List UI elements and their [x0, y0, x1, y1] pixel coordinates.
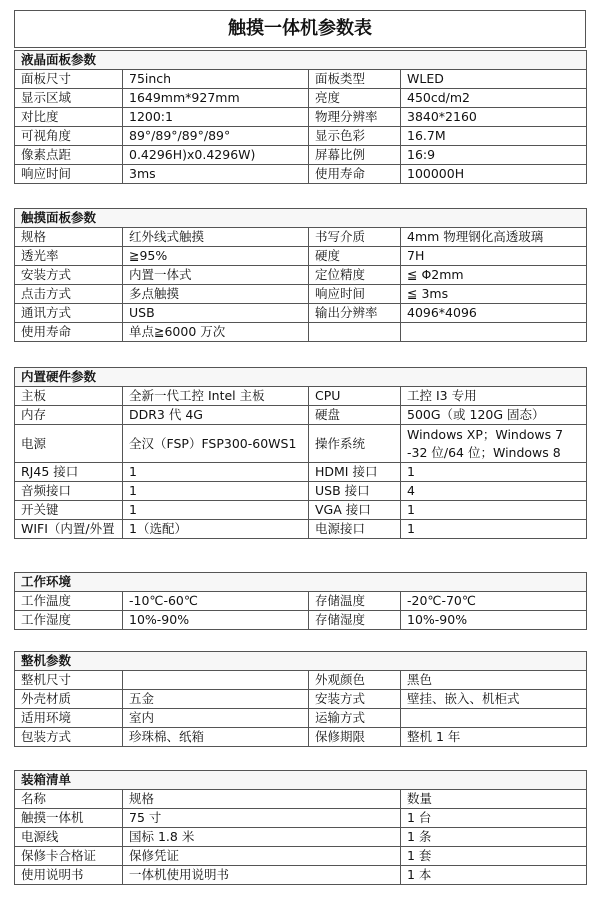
- param-label: 存储湿度: [309, 611, 401, 630]
- packing-list-table: [14, 770, 587, 885]
- section-title: 液晶面板参数: [15, 51, 587, 70]
- param-label: 使用说明书: [15, 866, 123, 885]
- param-label: 名称: [15, 790, 123, 809]
- param-label: 安装方式: [15, 266, 123, 285]
- param-value: Windows XP；Windows 7 -32 位/64 位；Windows 8: [401, 425, 587, 463]
- param-value: 500G（或 120G 固态）: [401, 406, 587, 425]
- param-label: 硬度: [309, 247, 401, 266]
- table-row: [15, 70, 587, 89]
- param-value: 整机 1 年: [401, 728, 587, 747]
- table-row: [15, 323, 587, 342]
- param-value: 89°/89°/89°/89°: [123, 127, 309, 146]
- table-row: [15, 387, 587, 406]
- table-row: [15, 866, 587, 885]
- param-value: 1: [123, 482, 309, 501]
- param-value: 规格: [123, 790, 401, 809]
- table-body: [15, 228, 587, 342]
- param-label: 硬盘: [309, 406, 401, 425]
- param-label: 触摸一体机: [15, 809, 123, 828]
- param-label: 包装方式: [15, 728, 123, 747]
- param-value: 全新一代工控 Intel 主板: [123, 387, 309, 406]
- param-value: 10%-90%: [123, 611, 309, 630]
- param-value: 4mm 物理钢化高透玻璃: [401, 228, 587, 247]
- section-title: 内置硬件参数: [15, 368, 587, 387]
- param-label: 像素点距: [15, 146, 123, 165]
- table-row: [15, 828, 587, 847]
- param-value: 16.7M: [401, 127, 587, 146]
- param-label: 外壳材质: [15, 690, 123, 709]
- section-title: 装箱清单: [15, 771, 587, 790]
- section-header: [15, 652, 587, 671]
- param-label: 亮度: [309, 89, 401, 108]
- param-label: 使用寿命: [309, 165, 401, 184]
- param-value: 1: [401, 463, 587, 482]
- param-value: WLED: [401, 70, 587, 89]
- param-label: 保修卡合格证: [15, 847, 123, 866]
- param-value: 一体机使用说明书: [123, 866, 401, 885]
- param-label: 存储温度: [309, 592, 401, 611]
- param-value: ≦ 3ms: [401, 285, 587, 304]
- param-label: RJ45 接口: [15, 463, 123, 482]
- table-row: [15, 690, 587, 709]
- param-value: 3ms: [123, 165, 309, 184]
- table-row: [15, 266, 587, 285]
- section-title: 工作环境: [15, 573, 587, 592]
- param-value: DDR3 代 4G: [123, 406, 309, 425]
- param-value: 100000H: [401, 165, 587, 184]
- param-label: VGA 接口: [309, 501, 401, 520]
- param-label: 响应时间: [15, 165, 123, 184]
- param-value: 全汉（FSP）FSP300-60WS1: [123, 425, 309, 463]
- param-label: 透光率: [15, 247, 123, 266]
- param-value: 1: [123, 501, 309, 520]
- table-row: [15, 247, 587, 266]
- table-row: [15, 847, 587, 866]
- table-row: [15, 127, 587, 146]
- param-value: 1 套: [401, 847, 587, 866]
- param-label: WIFI（内置/外置: [15, 520, 123, 539]
- param-value: 工控 I3 专用: [401, 387, 587, 406]
- table-row: [15, 425, 587, 463]
- param-label: 显示色彩: [309, 127, 401, 146]
- param-value: 保修凭证: [123, 847, 401, 866]
- section-header: [15, 209, 587, 228]
- table-row: [15, 728, 587, 747]
- table-row: [15, 482, 587, 501]
- param-value: 450cd/m2: [401, 89, 587, 108]
- param-value: 4096*4096: [401, 304, 587, 323]
- param-value: 数量: [401, 790, 587, 809]
- param-label: 电源接口: [309, 520, 401, 539]
- param-value: 黑色: [401, 671, 587, 690]
- param-label: 安装方式: [309, 690, 401, 709]
- param-label: 音频接口: [15, 482, 123, 501]
- page-title: 触摸一体机参数表: [14, 10, 586, 48]
- table-row: [15, 671, 587, 690]
- param-value: 75 寸: [123, 809, 401, 828]
- param-label: 响应时间: [309, 285, 401, 304]
- table-body: [15, 592, 587, 630]
- environment-table: [14, 572, 587, 630]
- param-label: 内存: [15, 406, 123, 425]
- param-value: 75inch: [123, 70, 309, 89]
- param-label: 点击方式: [15, 285, 123, 304]
- table-row: [15, 592, 587, 611]
- table-row: [15, 463, 587, 482]
- table-row: [15, 611, 587, 630]
- table-body: [15, 70, 587, 184]
- param-value: 1: [123, 463, 309, 482]
- param-label: 电源: [15, 425, 123, 463]
- param-label: 使用寿命: [15, 323, 123, 342]
- param-value: 3840*2160: [401, 108, 587, 127]
- param-label: 保修期限: [309, 728, 401, 747]
- hardware-table: [14, 367, 587, 539]
- param-value: 16:9: [401, 146, 587, 165]
- param-label: CPU: [309, 387, 401, 406]
- table-row: [15, 165, 587, 184]
- param-label: 书写介质: [309, 228, 401, 247]
- table-row: [15, 501, 587, 520]
- table-row: [15, 108, 587, 127]
- table-row: [15, 520, 587, 539]
- param-label: 外观颜色: [309, 671, 401, 690]
- table-body: [15, 671, 587, 747]
- param-label: [309, 323, 401, 342]
- param-value: 1 本: [401, 866, 587, 885]
- lcd-panel-table: [14, 50, 587, 184]
- param-value: ≧95%: [123, 247, 309, 266]
- touch-panel-table: [14, 208, 587, 342]
- param-value: 0.4296H)x0.4296W): [123, 146, 309, 165]
- section-header: [15, 368, 587, 387]
- param-value: 1200:1: [123, 108, 309, 127]
- table-row: [15, 89, 587, 108]
- param-value: 室内: [123, 709, 309, 728]
- param-label: 面板类型: [309, 70, 401, 89]
- param-value: 五金: [123, 690, 309, 709]
- param-value: USB: [123, 304, 309, 323]
- param-label: 屏幕比例: [309, 146, 401, 165]
- section-title: 触摸面板参数: [15, 209, 587, 228]
- param-label: 工作湿度: [15, 611, 123, 630]
- table-body: [15, 790, 587, 885]
- table-body: [15, 387, 587, 539]
- param-value: 1 条: [401, 828, 587, 847]
- param-label: 面板尺寸: [15, 70, 123, 89]
- table-row: [15, 809, 587, 828]
- param-value: 7H: [401, 247, 587, 266]
- table-row: [15, 406, 587, 425]
- param-label: 对比度: [15, 108, 123, 127]
- machine-table: [14, 651, 587, 747]
- param-value: 1: [401, 520, 587, 539]
- table-row: [15, 285, 587, 304]
- param-label: USB 接口: [309, 482, 401, 501]
- param-label: 适用环境: [15, 709, 123, 728]
- table-row: [15, 304, 587, 323]
- param-value: 国标 1.8 米: [123, 828, 401, 847]
- param-label: 操作系统: [309, 425, 401, 463]
- param-label: 电源线: [15, 828, 123, 847]
- param-value: 10%-90%: [401, 611, 587, 630]
- table-row: [15, 146, 587, 165]
- param-value: ≦ Φ2mm: [401, 266, 587, 285]
- param-value: [401, 323, 587, 342]
- param-value: 1（选配）: [123, 520, 309, 539]
- param-label: 物理分辨率: [309, 108, 401, 127]
- param-value: 壁挂、嵌入、机柜式: [401, 690, 587, 709]
- param-label: HDMI 接口: [309, 463, 401, 482]
- param-value: 珍珠棉、纸箱: [123, 728, 309, 747]
- param-label: 主板: [15, 387, 123, 406]
- param-label: 输出分辨率: [309, 304, 401, 323]
- section-title: 整机参数: [15, 652, 587, 671]
- param-label: 可视角度: [15, 127, 123, 146]
- section-header: [15, 771, 587, 790]
- param-label: 通讯方式: [15, 304, 123, 323]
- param-value: 4: [401, 482, 587, 501]
- table-row: [15, 790, 587, 809]
- param-label: 开关键: [15, 501, 123, 520]
- param-label: 显示区域: [15, 89, 123, 108]
- param-value: 单点≧6000 万次: [123, 323, 309, 342]
- param-value: -20℃-70℃: [401, 592, 587, 611]
- param-label: 定位精度: [309, 266, 401, 285]
- param-value: 红外线式触摸: [123, 228, 309, 247]
- table-row: [15, 709, 587, 728]
- table-row: [15, 228, 587, 247]
- param-value: 1 台: [401, 809, 587, 828]
- param-label: 规格: [15, 228, 123, 247]
- param-value: 多点触摸: [123, 285, 309, 304]
- param-label: 整机尺寸: [15, 671, 123, 690]
- section-header: [15, 51, 587, 70]
- param-label: 运输方式: [309, 709, 401, 728]
- param-value: 1649mm*927mm: [123, 89, 309, 108]
- param-label: 工作温度: [15, 592, 123, 611]
- param-value: [123, 671, 309, 690]
- param-value: 内置一体式: [123, 266, 309, 285]
- section-header: [15, 573, 587, 592]
- param-value: [401, 709, 587, 728]
- param-value: 1: [401, 501, 587, 520]
- param-value: -10℃-60℃: [123, 592, 309, 611]
